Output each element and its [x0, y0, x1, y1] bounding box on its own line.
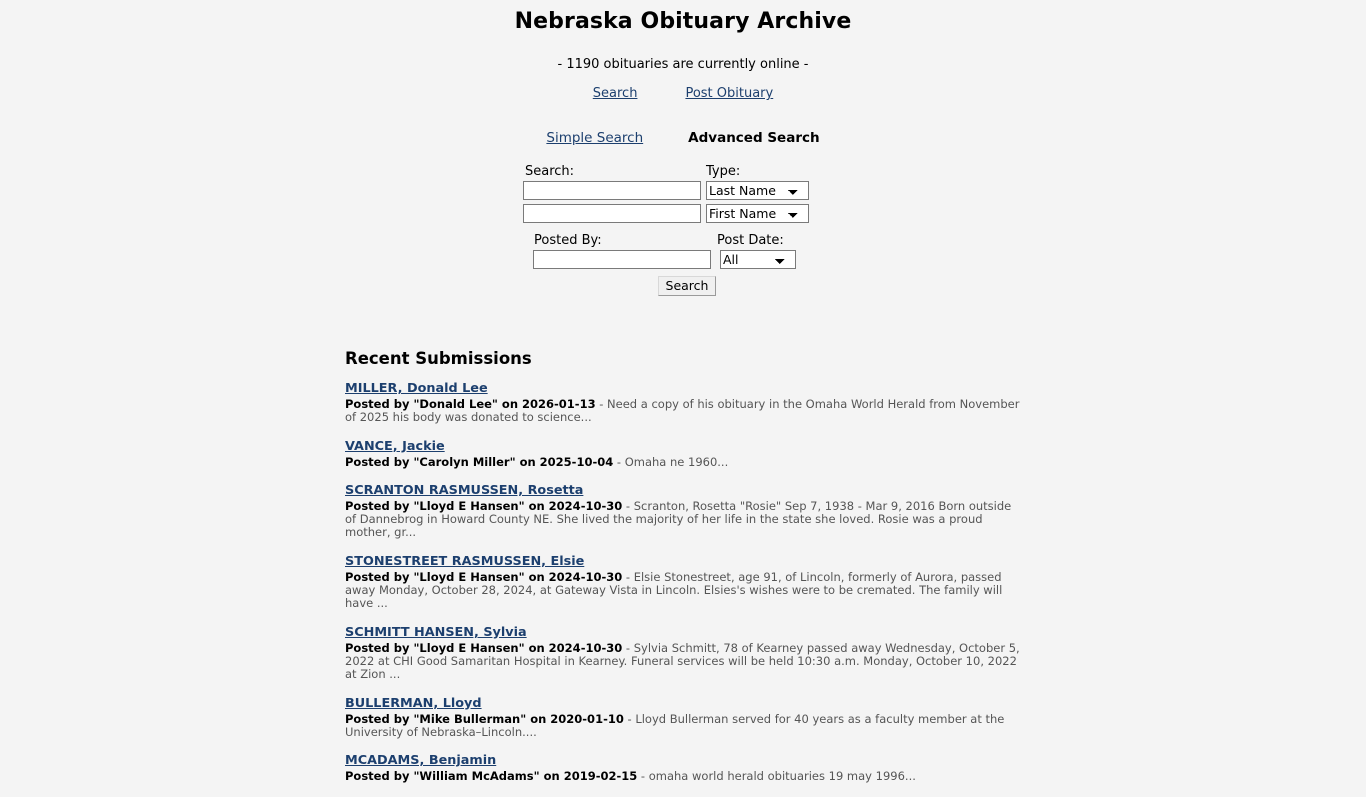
obituary-count: - 1190 obituaries are currently online - — [557, 57, 809, 72]
search-type-label-row — [523, 164, 843, 179]
obituary-separator: - — [622, 498, 634, 513]
obituary-posted-by: Posted by "Donald Lee" on 2026-01-13 — [345, 397, 596, 411]
obituary-title-link[interactable]: MCADAMS, Benjamin — [345, 753, 497, 769]
obituary-title-link[interactable]: SCHMITT HANSEN, Sylvia — [345, 624, 527, 640]
submit-row — [523, 276, 843, 296]
search-type-select-1[interactable] — [706, 181, 809, 200]
obituary-posted-by: Posted by "Carolyn Miller" on 2025-10-04 — [345, 454, 614, 469]
tab-simple-search[interactable]: Simple Search — [546, 130, 644, 146]
obituary-excerpt: omaha world herald obituaries 19 may 1996... — [648, 769, 916, 784]
obituary-entry — [345, 753, 1021, 783]
obituary-entry — [345, 625, 1021, 682]
search-input-2[interactable] — [523, 204, 701, 223]
nav-link-post-obituary[interactable]: Post Obituary — [685, 86, 774, 101]
obituary-separator: - — [637, 769, 649, 784]
obituary-entry-body — [345, 713, 1021, 740]
obituary-excerpt: Sylvia Schmitt, 78 of Kearney passed away Wednesday, October 5, 2022 at CHI Good Samaritan Hospital in Kearney. Funeral services will be held 10:30 a.m. Monday, October 10, 2022 at Zion ... — [345, 640, 1020, 682]
obituary-entry-body — [345, 398, 1021, 425]
obituary-excerpt: Need a copy of his obituary in the Omaha World Herald from November of 2025 his body was donated to science... — [345, 397, 1020, 425]
search-submit-button[interactable]: Search — [658, 276, 717, 296]
obituary-title-link[interactable]: BULLERMAN, Lloyd — [345, 695, 482, 711]
obituary-separator: - — [622, 569, 634, 584]
search-input-1[interactable] — [523, 181, 701, 200]
search-type-select-2[interactable] — [706, 204, 809, 223]
advanced-search-form — [523, 164, 843, 296]
obituary-title-link[interactable]: VANCE, Jackie — [345, 438, 445, 454]
obituary-separator: - — [623, 711, 636, 726]
search-mode-tabs — [0, 130, 1366, 146]
posted-by-row — [523, 250, 843, 269]
obituary-excerpt: Lloyd Bullerman served for 40 years as a faculty member at the University of Nebraska–Lincoln.... — [345, 711, 1005, 739]
obituary-entry — [345, 381, 1021, 425]
obituary-entry — [345, 554, 1021, 611]
tab-advanced-search: Advanced Search — [688, 130, 820, 146]
obituary-posted-by: Posted by "Lloyd E Hansen" on 2024-10-30 — [345, 640, 623, 655]
posted-by-input[interactable] — [533, 250, 711, 269]
obituary-posted-by: Posted by "Lloyd E Hansen" on 2024-10-30 — [345, 569, 623, 584]
obituary-excerpt: Omaha ne 1960... — [624, 454, 729, 469]
post-date-select[interactable] — [720, 250, 796, 269]
obituary-excerpt: Elsie Stonestreet, age 91, of Lincoln, formerly of Aurora, passed away Monday, October 28, 2024, at Gateway Vista in Lincoln. Elsies's wishes were to be cremated. The family will have ... — [345, 569, 1003, 611]
recent-submissions-section — [345, 349, 1021, 797]
recent-submissions-list — [345, 381, 1021, 783]
obituary-posted-by: Posted by "Mike Bullerman" on 2020-01-10 — [345, 711, 624, 726]
posted-by-label: Posted By: — [534, 233, 602, 248]
obituary-separator: - — [595, 397, 608, 411]
obituary-entry — [345, 483, 1021, 540]
obituary-posted-by: Posted by "William McAdams" on 2019-02-15 — [345, 769, 638, 784]
posted-by-date-label-row — [523, 233, 843, 248]
page-title: Nebraska Obituary Archive — [514, 9, 852, 34]
nav-link-search[interactable]: Search — [592, 86, 638, 101]
obituary-posted-by: Posted by "Lloyd E Hansen" on 2024-10-30 — [345, 498, 623, 513]
obituary-entry-body — [345, 456, 1021, 469]
obituary-excerpt: Scranton, Rosetta "Rosie" Sep 7, 1938 - Mar 9, 2016 Born outside of Dannebrog in Howard County NE. She lived the majority of her life in the state she loved. Rosie was a proud mother, gr... — [345, 498, 1012, 540]
obituary-entry-body — [345, 500, 1021, 540]
obituary-entry — [345, 696, 1021, 740]
search-row-1 — [523, 181, 843, 200]
obituary-entry-body — [345, 770, 1021, 783]
obituary-title-link[interactable]: MILLER, Donald Lee — [345, 381, 488, 396]
obituary-separator: - — [622, 640, 634, 655]
type-label: Type: — [706, 164, 741, 179]
top-nav — [0, 86, 1366, 101]
obituary-title-link[interactable]: STONESTREET RASMUSSEN, Elsie — [345, 553, 585, 569]
search-label: Search: — [525, 164, 575, 179]
search-row-2 — [523, 204, 843, 223]
obituary-entry — [345, 439, 1021, 469]
obituary-entry-body — [345, 642, 1021, 682]
post-date-label: Post Date: — [717, 233, 784, 248]
obituary-title-link[interactable]: SCRANTON RASMUSSEN, Rosetta — [345, 482, 584, 498]
obituary-separator: - — [613, 454, 625, 469]
obituary-entry-body — [345, 571, 1021, 611]
recent-submissions-heading: Recent Submissions — [345, 349, 532, 368]
